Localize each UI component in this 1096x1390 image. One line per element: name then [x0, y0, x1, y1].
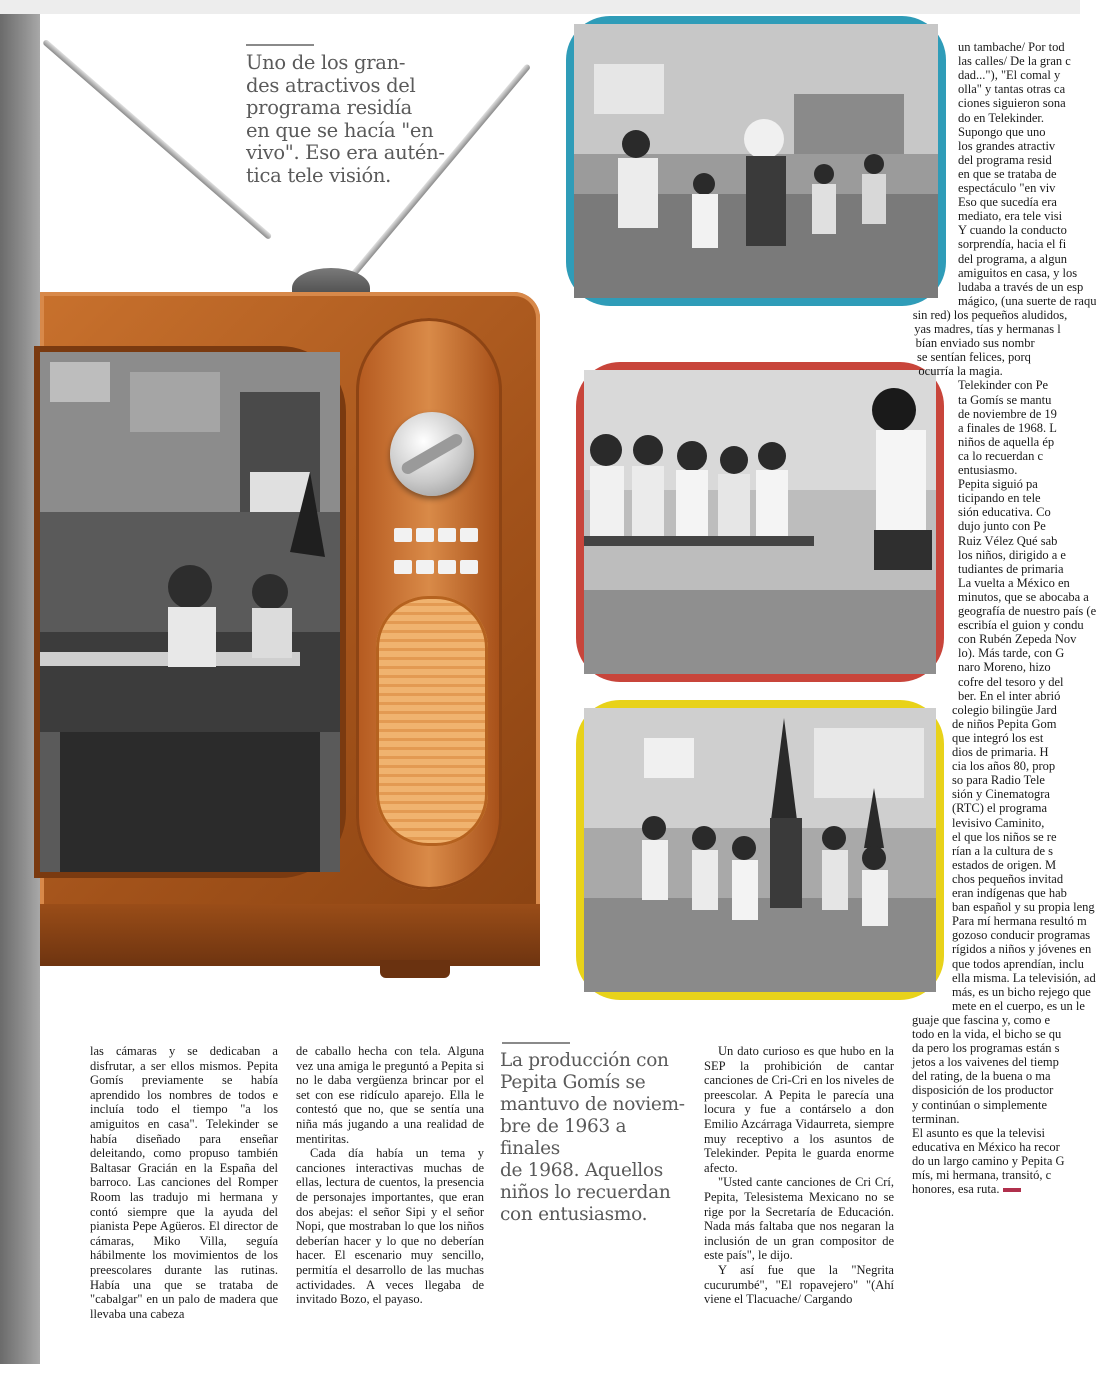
right-column-line: dujo junto con Pe [958, 519, 1046, 534]
body-column-3 [704, 1044, 894, 1307]
right-column-line: se sentían felices, porq [917, 350, 1031, 365]
right-column-line: Y cuando la conducto [958, 223, 1067, 238]
pullquote-top-line: Uno de los gran- [246, 51, 406, 74]
pullquote-mid-line: de 1968. Aquellos [500, 1160, 663, 1181]
tv-dial-knob [390, 412, 474, 496]
right-column-line: las calles/ De la gran c [958, 54, 1071, 69]
right-column-line: amiguitos en casa, y los [958, 265, 1078, 280]
tv-button [460, 528, 478, 542]
right-column-line: sión y Cinematogra [952, 787, 1050, 802]
right-column-line: los grandes atractiv [958, 138, 1056, 153]
body-column-2 [296, 1044, 484, 1307]
right-column-line: del rating, de la buena o ma [912, 1069, 1051, 1084]
right-column-line: educativa en México ha recor [912, 1139, 1060, 1154]
right-column-line: geografía de nuestro país (e [958, 604, 1096, 618]
pullquote-top [246, 52, 456, 187]
pullquote-top-line: des atractivos del [246, 73, 416, 97]
pullquote-mid-line: bre de 1963 a finales [500, 1116, 627, 1159]
right-column-line: de niños Pepita Gom [952, 716, 1057, 731]
right-column-line: que integró los est [952, 730, 1044, 745]
right-column-line: lo). Más tarde, con G [958, 646, 1065, 661]
pullquote-top-line: programa residía [246, 96, 412, 119]
tv-button [416, 528, 434, 542]
right-column-line: con Rubén Zepeda Nov [958, 632, 1077, 647]
right-column-line: so para Radio Tele [952, 773, 1045, 788]
classroom-photo [40, 352, 340, 872]
right-column-line: niños de aquella ép [958, 434, 1055, 449]
right-column-line: olla" y tantas otras ca [958, 82, 1066, 97]
right-column-line: Telekinder con Pe [958, 378, 1049, 393]
right-column-line: el que los niños se re [952, 829, 1057, 844]
right-column-line: los niños, dirigido a e [958, 547, 1066, 562]
right-column-line: rían a la cultura de s [952, 843, 1053, 858]
right-column-line: a finales de 1968. L [958, 420, 1057, 435]
body-column-1 [90, 1044, 278, 1321]
right-column-line: ban español y su propia leng [952, 900, 1095, 915]
right-column-line: (RTC) el programa [952, 801, 1048, 816]
tv-button [438, 560, 456, 574]
right-column-line: sorprendía, hacia el fi [958, 237, 1067, 252]
pullquote-mid-line: La producción con [500, 1050, 669, 1071]
right-column-line: rígidos a niños y jóvenes en [952, 942, 1092, 957]
right-column-line: escribía el guion y condu [958, 618, 1084, 633]
col1-paragraph: las cámaras y se dedicaban a disfrutar, a ser ellos mismos. Pepita Gomís previamente se había aprendido los nombres de todos e incluía todo el tiempo "a los amiguitos en casa". Telekinder se había diseñado para enseñar deleitando, como propuso también Baltasar Gracián en la España del barroco. Las canciones del Romper Room las tradujo mi hermana y contó siempre que la ayuda del pianista Pepe Agüeros. El director de cámaras, Miko Villa, seguía hábilmente los movimientos de los preescolares durante las rutinas. Había una que se trataba de "cabalgar" en un palo de madera que llevaba una cabeza [90, 1044, 278, 1321]
right-column-line: estados de origen. M [952, 857, 1057, 872]
photo-children-circle [584, 708, 936, 992]
right-column-line: honores, esa ruta. [912, 1182, 1080, 1197]
right-column-line: terminan. [912, 1111, 960, 1126]
right-column-line: cofre del tesoro y del [958, 674, 1064, 689]
pullquote-mid-line: mantuvo de noviem- [500, 1094, 685, 1115]
right-column-line: ella misma. La televisión, ad [952, 970, 1096, 985]
tv-button [394, 528, 412, 542]
tv-screen-photo [40, 352, 340, 872]
right-column-line: dios de primaria. H [952, 745, 1049, 759]
right-column-line: del programa resid [958, 152, 1052, 167]
tv-button [438, 528, 456, 542]
tv-button [394, 560, 412, 574]
page-top-edge [0, 0, 1080, 14]
right-column-line: naro Moreno, hizo [958, 660, 1051, 675]
right-column-line: mís, mi hermana, transitó, c [912, 1168, 1052, 1182]
col3-paragraph-1: Un dato curioso es que hubo en la SEP la prohibición de cantar canciones de Cri-Cri en los niveles de preescolar. A Pepita le parecía una locura y fue a contárselo a don Emilio Azcárraga Vidaurreta, siempre muy receptivo a los asuntos de Telekinder. Pepita le guarda enorme afecto. [704, 1044, 894, 1175]
col3-paragraph-3: Y así fue que la "Negrita cucurumbé", "El ropavejero" "(Ahí viene el Tlacuache/ Cargando [704, 1262, 894, 1307]
right-column-line: yas madres, tías y hermanas l [914, 322, 1061, 336]
right-column-line: bían enviado sus nombr [915, 336, 1035, 351]
right-column-line: sin red) los pequeños aludidos, [912, 307, 1068, 322]
right-column-line: más, es un bicho rejego que [952, 984, 1091, 999]
right-column-line: El asunto es que la televisi [912, 1125, 1045, 1140]
right-column-line: de noviembre de 19 [958, 406, 1057, 421]
photo-children-seated [584, 370, 936, 674]
photo-clown-dance [574, 24, 938, 298]
pullquote-mid [500, 1050, 690, 1226]
right-column-line: dad..."), "El comal y [958, 68, 1061, 83]
pullquote-top-line: vivo". Eso era autén- [246, 141, 445, 164]
tv-antenna-left [42, 39, 272, 240]
right-column-line: que todos aprendían, inclu [952, 956, 1084, 971]
right-column-line: entusiasmo. [958, 463, 1018, 477]
right-column-line: sión educativa. Co [958, 505, 1051, 520]
right-column-line: colegio bilingüe Jard [952, 702, 1057, 717]
pullquote-mid-line: niños lo recuerdan [500, 1182, 671, 1203]
right-column-line: do en Telekinder. [958, 110, 1045, 125]
right-column-line: ocurría la magia. [918, 364, 1003, 379]
pullquote-top-line: tica tele visión. [246, 163, 392, 187]
right-column-line: gozoso conducir programas [952, 928, 1091, 943]
right-column-line: ta Gomís se mantu [958, 392, 1052, 407]
pullquote-mid-rule [502, 1042, 570, 1044]
tv-button [416, 560, 434, 574]
col2-paragraph-2: Cada día había un tema y canciones interactivas muchas de ellas, lectura de cuentos, la presencia de personajes importantes, que eran dos abejas: el señor Sipi y el señor Nopi, que mostraban lo que los niños deberían hacer y lo que no deberían hacer. El escenario muy sencillo, permitía el desarrollo de las muchas actividades. A veces llegaba de invitado Bozo, el payaso. [296, 1146, 484, 1307]
right-column-line: disposición de los productor [912, 1083, 1054, 1098]
right-column-line: guaje que fascina y, como e [912, 1012, 1051, 1027]
right-column-line: ber. En el inter abrió [958, 688, 1061, 703]
right-column-line: da pero los programas están s [912, 1041, 1060, 1056]
right-column-line: mete en el cuerpo, es un le [952, 998, 1085, 1013]
right-column-line: Supongo que uno [958, 124, 1046, 139]
tv-speaker-grille [376, 596, 488, 846]
right-column-line: minutos, que se abocaba a [958, 589, 1089, 604]
right-column-line: espectáculo "en viv [958, 181, 1056, 195]
right-column-line: del programa, a algun [958, 251, 1067, 266]
right-column-line: ciones siguieron sona [958, 96, 1066, 111]
right-column-line: levisivo Caminito, [952, 815, 1045, 830]
pullquote-mid-line: con entusiasmo. [500, 1204, 648, 1225]
right-column-line: chos pequeños invitad [952, 871, 1064, 886]
right-column-line: do un largo camino y Pepita G [912, 1153, 1065, 1168]
col2-paragraph-1: de caballo hecha con tela. Alguna vez una amiga le preguntó a Pepita si no le daba vergüenza brincar por el set con ese ridículo aparejo. Ella le contestó que no, que se sentía una niña más jugando a una realidad de mentiritas. [296, 1044, 484, 1146]
right-column-line: y continúan o simplemente [912, 1097, 1048, 1112]
right-column-line: mediato, era tele visi [958, 209, 1063, 224]
right-column-line: tudiantes de primaria [958, 561, 1064, 576]
right-column-line: en que se trataba de [958, 166, 1057, 181]
right-column-line: Eso que sucedía era [958, 195, 1057, 210]
tv-base [40, 904, 540, 966]
page-gutter-shadow [0, 14, 40, 1364]
right-column-line: eran indígenas que hab [952, 886, 1067, 900]
right-column-line: jetos a los vaivenes del tiemp [912, 1055, 1059, 1070]
article-end-mark [1003, 1188, 1021, 1192]
right-column-line: Ruiz Vélez Qué sab [958, 533, 1058, 548]
right-column-line: ludaba a través de un esp [958, 279, 1084, 294]
right-column-line: Para mí hermana resultó m [952, 914, 1087, 929]
right-column-line: todo en la vida, el bicho se qu [912, 1027, 1062, 1041]
col3-paragraph-2: "Usted cante canciones de Cri Crí, Pepita, Telesistema Mexicano no se rige por la Secretaría de Educación. Nada más faltaba que nos negaran la inclusión de un gran compositor de este país", le dijo. [704, 1175, 894, 1263]
tv-foot [380, 960, 450, 978]
right-column-line: ca lo recuerdan c [958, 448, 1044, 463]
tv-button [460, 560, 478, 574]
right-column-line: ticipando en tele [958, 491, 1041, 506]
right-column-line: mágico, (una suerte de raqu [958, 293, 1096, 308]
right-column-line: Pepita siguió pa [958, 477, 1038, 492]
pullquote-mid-line: Pepita Gomís se [500, 1072, 646, 1093]
right-column-line: cia los años 80, prop [952, 759, 1056, 774]
pullquote-top-line: en que se hacía "en [246, 118, 434, 142]
pullquote-top-rule [246, 44, 314, 46]
right-column-line: un tambache/ Por tod [958, 40, 1065, 54]
right-column-line: La vuelta a México en [958, 575, 1070, 590]
